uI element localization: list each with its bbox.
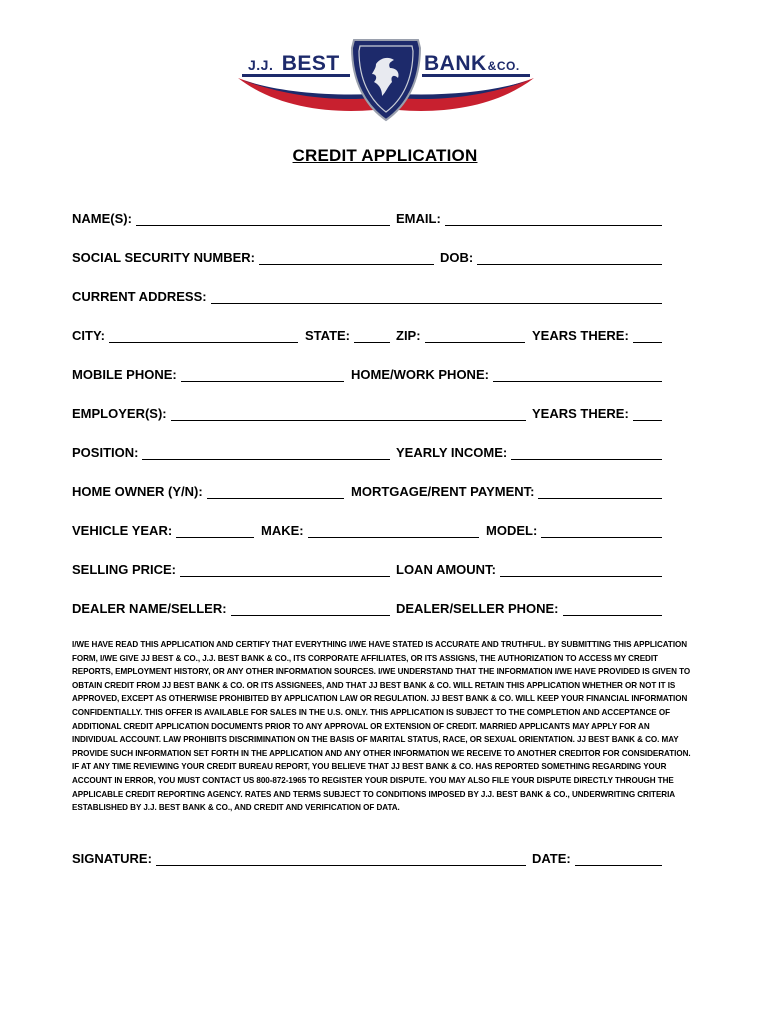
employers-input-line[interactable] <box>171 406 526 421</box>
ssn-input-line[interactable] <box>259 250 434 265</box>
names-input-line[interactable] <box>136 211 390 226</box>
bank-logo <box>236 34 536 126</box>
dealer-phone-input-line[interactable] <box>563 601 662 616</box>
signature-input-line[interactable] <box>156 851 526 866</box>
date-input-line[interactable] <box>575 851 662 866</box>
row-price-loan <box>72 562 662 582</box>
mortgage-rent-label: MORTGAGE/RENT PAYMENT: <box>351 484 535 499</box>
page-title: CREDIT APPLICATION <box>292 146 478 165</box>
mobile-phone-label: MOBILE PHONE: <box>72 367 177 382</box>
home-work-phone-field[interactable] <box>351 367 662 383</box>
model-input-line[interactable] <box>541 523 662 538</box>
row-home-owner <box>72 484 662 504</box>
ssn-field[interactable] <box>72 250 434 266</box>
names-label: NAME(S): <box>72 211 132 226</box>
dealer-phone-label: DEALER/SELLER PHONE: <box>396 601 559 616</box>
selling-price-field[interactable] <box>72 562 390 578</box>
model-field[interactable] <box>486 523 662 539</box>
row-position-income <box>72 445 662 465</box>
city-field[interactable] <box>72 328 298 344</box>
row-city-state-zip <box>72 328 662 348</box>
row-ssn-dob <box>72 250 662 270</box>
home-work-phone-input-line[interactable] <box>493 367 662 382</box>
employers-label: EMPLOYER(S): <box>72 406 167 421</box>
zip-input-line[interactable] <box>425 328 525 343</box>
row-vehicle <box>72 523 662 543</box>
selling-price-label: SELLING PRICE: <box>72 562 177 577</box>
dealer-name-label: DEALER NAME/SELLER: <box>72 601 227 616</box>
names-field[interactable] <box>72 211 390 227</box>
yearly-income-label: YEARLY INCOME: <box>396 445 508 460</box>
email-input-line[interactable] <box>445 211 662 226</box>
logo-swoosh <box>236 34 536 126</box>
home-owner-label: HOME OWNER (Y/N): <box>72 484 203 499</box>
dealer-name-input-line[interactable] <box>231 601 390 616</box>
signature-label: SIGNATURE: <box>72 851 152 866</box>
position-input-line[interactable] <box>142 445 390 460</box>
city-label: CITY: <box>72 328 105 343</box>
row-signature <box>72 851 662 871</box>
employer-years-input-line[interactable] <box>633 406 662 421</box>
row-employer <box>72 406 662 426</box>
home-work-phone-label: HOME/WORK PHONE: <box>351 367 489 382</box>
position-label: POSITION: <box>72 445 139 460</box>
home-owner-field[interactable] <box>72 484 344 500</box>
signature-field[interactable] <box>72 851 526 867</box>
vehicle-year-field[interactable] <box>72 523 254 539</box>
dealer-phone-field[interactable] <box>396 601 662 617</box>
loan-amount-label: LOAN AMOUNT: <box>396 562 496 577</box>
state-field[interactable] <box>305 328 390 344</box>
employer-years-label: YEARS THERE: <box>532 406 629 421</box>
state-input-line[interactable] <box>354 328 390 343</box>
vehicle-year-input-line[interactable] <box>176 523 254 538</box>
mobile-phone-input-line[interactable] <box>181 367 344 382</box>
zip-field[interactable] <box>396 328 525 344</box>
loan-amount-field[interactable] <box>396 562 662 578</box>
row-phones <box>72 367 662 387</box>
date-label: DATE: <box>532 851 571 866</box>
employer-years-field[interactable] <box>532 406 662 422</box>
selling-price-input-line[interactable] <box>180 562 390 577</box>
mobile-phone-field[interactable] <box>72 367 344 383</box>
logo-text-right: BANK&CO. <box>424 52 520 75</box>
city-input-line[interactable] <box>109 328 298 343</box>
disclaimer-text: I/WE HAVE READ THIS APPLICATION AND CERTIFY THAT EVERYTHING I/WE HAVE STATED IS ACCURATE AND TRUTHFUL. BY SUBMITTING THIS APPLICATION FORM, I/WE GIVE JJ BEST & CO., J.J. BEST BANK & CO., ITS CORPORATE AFFILIATES, OR ITS ASSIGNS, THE AUTHORIZATION TO ACCESS MY CREDIT REPORTS, EMPLOYMENT HISTORY, OR ANY OTHER INFORMATION SOURCES. I/WE UNDERSTAND THAT THE INFORMATION I/WE HAVE PROVIDED IS GIVEN TO OBTAIN CREDIT FROM JJ BEST BANK & CO. OR ITS ASSIGNEES, AND THAT JJ BEST BANK & CO. WILL RETAIN THIS APPLICATION WHETHER OR NOT IT IS APPROVED, EXCEPT AS OTHERWISE PROHIBITED BY APPLICATION LAW OR REGULATION. JJ BEST BANK & CO. WILL KEEP YOUR FINANCIAL INFORMATION CONFIDENTIALLY. THIS OFFER IS AVAILABLE FOR SALES IN THE U.S. ONLY. THIS APPLICATION IS SUBJECT TO THE COMPLETION AND ACCEPTANCE OF ADDITIONAL CREDIT APPLICATION DOCUMENTS PRIOR TO ANY APPROVAL OR EXTENSION OF CREDIT. MARRIED APPLICANTS MAY APPLY FOR AN INDIVIDUAL ACCOUNT. LAW PROHIBITS DISCRIMINATION ON THE BASIS OF MARITAL STATUS, RACE, OR SEXUAL ORIENTATION. JJ BEST BANK & CO. MAY PROVIDE SUCH INFORMATION SET FORTH IN THE APPLICATION AND ANY OTHER INFORMATION WE RECEIVE TO ANOTHER CREDITOR FOR CONSIDERATION. IF AT ANY TIME REVIEWING YOUR CREDIT BUREAU REPORT, YOU BELIEVE THAT JJ BEST BANK & CO. HAS REPORTED SOMETHING REGARDING YOUR ACCOUNT IN ERROR, YOU MUST CONTACT US 800-872-1965 TO REGISTER YOUR DISPUTE. YOU MAY ALSO FILE YOUR DISPUTE DIRECTLY THROUGH THE APPLICABLE CREDIT REPORTING AGENCY. RATES AND TERMS SUBJECT TO CONDITIONS IMPOSED BY J.J. BEST BANK & CO., UNDERWRITING CRITERIA ESTABLISHED BY J.J. BEST BANK & CO., AND CREDIT AND VERIFICATION OF DATA. <box>72 640 691 813</box>
mortgage-rent-field[interactable] <box>351 484 662 500</box>
yearly-income-input-line[interactable] <box>511 445 662 460</box>
current-address-label: CURRENT ADDRESS: <box>72 289 207 304</box>
position-field[interactable] <box>72 445 390 461</box>
row-names-email <box>72 211 662 231</box>
dealer-name-field[interactable] <box>72 601 390 617</box>
zip-label: ZIP: <box>396 328 421 343</box>
model-label: MODEL: <box>486 523 538 538</box>
email-field[interactable] <box>396 211 662 227</box>
current-address-input-line[interactable] <box>211 289 662 304</box>
yearly-income-field[interactable] <box>396 445 662 461</box>
years-there-input-line[interactable] <box>633 328 662 343</box>
date-field[interactable] <box>532 851 662 867</box>
current-address-field[interactable] <box>72 289 662 305</box>
dob-input-line[interactable] <box>477 250 662 265</box>
dob-field[interactable] <box>440 250 662 266</box>
vehicle-year-label: VEHICLE YEAR: <box>72 523 173 538</box>
make-input-line[interactable] <box>308 523 479 538</box>
employers-field[interactable] <box>72 406 526 422</box>
logo-text-left: J.J. BEST <box>248 52 340 75</box>
state-label: STATE: <box>305 328 351 343</box>
ssn-label: SOCIAL SECURITY NUMBER: <box>72 250 255 265</box>
email-label: EMAIL: <box>396 211 441 226</box>
mortgage-rent-input-line[interactable] <box>538 484 662 499</box>
years-there-label: YEARS THERE: <box>532 328 629 343</box>
row-dealer <box>72 601 662 621</box>
make-label: MAKE: <box>261 523 304 538</box>
row-current-address <box>72 289 662 309</box>
home-owner-input-line[interactable] <box>207 484 344 499</box>
dob-label: DOB: <box>440 250 474 265</box>
make-field[interactable] <box>261 523 479 539</box>
loan-amount-input-line[interactable] <box>500 562 662 577</box>
years-there-field[interactable] <box>532 328 662 344</box>
